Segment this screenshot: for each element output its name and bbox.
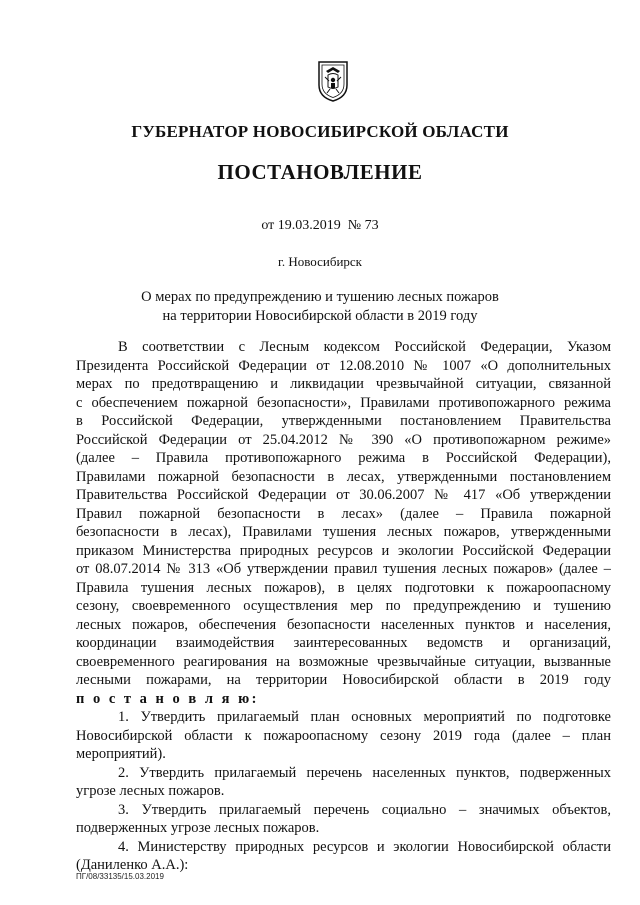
preamble-line: сезону, своевременного осуществления мер по предупреждению и тушению (76, 598, 611, 614)
preamble-line: от 08.07.2014 № 313 «Об утверждении правил тушения лесных пожаров» (далее – (76, 561, 611, 577)
preamble-line: своевременного реагирования на возможные чрезвычайные ситуации, вызванные (76, 653, 611, 670)
preamble-line: Правительства Российской Федерации от 30.06.2007 № 417 «Об утверждении (76, 487, 611, 503)
subject-line: О мерах по предупреждению и тушению лесных пожаров (141, 289, 499, 305)
item-line: (Даниленко А.А.): (76, 857, 189, 873)
resolution-item (76, 801, 611, 838)
resolve-word: п о с т а н о в л я ю: (76, 690, 259, 707)
resolution-item (76, 708, 611, 764)
item-line: угрозе лесных пожаров. (76, 783, 225, 799)
document-footer-code: ПГ/08/33135/15.03.2019 (76, 872, 164, 881)
document-body (76, 338, 611, 875)
document-date-number: от 19.03.2019 № 73 (261, 218, 379, 233)
preamble-line: мерах по предотвращению и ликвидации чрезвычайной ситуации, связанной (76, 376, 611, 392)
document-subject (0, 288, 640, 326)
issuer-title: ГУБЕРНАТОР НОВОСИБИРСКОЙ ОБЛАСТИ (131, 122, 509, 141)
preamble-line: (далее – Правила противопожарного режима в Российской Федерации), (76, 450, 611, 466)
item-line: 4. Министерству природных ресурсов и экологии Новосибирской области (118, 838, 611, 855)
item-line: Новосибирской области к пожароопасному сезону 2019 года (далее – план (76, 727, 611, 744)
preamble-line: В соответствии с Лесным кодексом Российской Федерации, Указом (118, 339, 611, 355)
item-line: 2. Утвердить прилагаемый перечень населенных пунктов, подверженных (118, 764, 611, 781)
preamble-line: координации взаимодействия заинтересованных ведомств и организаций, (76, 635, 611, 651)
preamble-line: с обеспечением пожарной безопасности», Правилами противопожарного режима (76, 394, 611, 411)
item-line: подверженных угрозе лесных пожаров. (76, 820, 320, 836)
resolution-item (76, 764, 611, 801)
preamble-line: Президента Российской Федерации от 12.08.2010 № 1007 «О дополнительных (76, 357, 611, 374)
coat-of-arms-icon (316, 59, 350, 103)
preamble-line: безопасности в лесах), Правилами тушения лесных пожаров, утвержденными (76, 524, 611, 540)
item-line: 1. Утвердить прилагаемый план основных мероприятий по подготовке (118, 709, 611, 725)
item-line: 3. Утвердить прилагаемый перечень социально – значимых объектов, (118, 801, 611, 818)
subject-line: на территории Новосибирской области в 2019 году (162, 308, 478, 324)
preamble (76, 338, 611, 708)
preamble-line: Правила тушения лесных пожаров), в целях подготовки к пожароопасному (76, 579, 611, 596)
preamble-line: лесных пожаров, обеспечения безопасности населенных пунктов и населения, (76, 616, 611, 633)
preamble-line: в Российской Федерации, утвержденными постановлением Правительства (76, 413, 611, 429)
item-line: мероприятий). (76, 746, 166, 762)
preamble-line: лесными пожарами, на территории Новосибирской области в 2019 году (76, 672, 611, 688)
document-city: г. Новосибирск (277, 254, 362, 269)
preamble-line: Правилами пожарной безопасности в лесах, утвержденными постановлением (76, 468, 611, 485)
resolution-item (76, 838, 611, 875)
preamble-line: приказом Министерства природных ресурсов и экологии Российской Федерации (76, 542, 611, 559)
document-type: ПОСТАНОВЛЕНИЕ (217, 160, 423, 184)
preamble-line: Российской Федерации от 25.04.2012 № 390 «О противопожарном режиме» (76, 431, 611, 448)
preamble-line: Правил пожарной безопасности в лесах» (далее – Правила пожарной (76, 505, 611, 522)
